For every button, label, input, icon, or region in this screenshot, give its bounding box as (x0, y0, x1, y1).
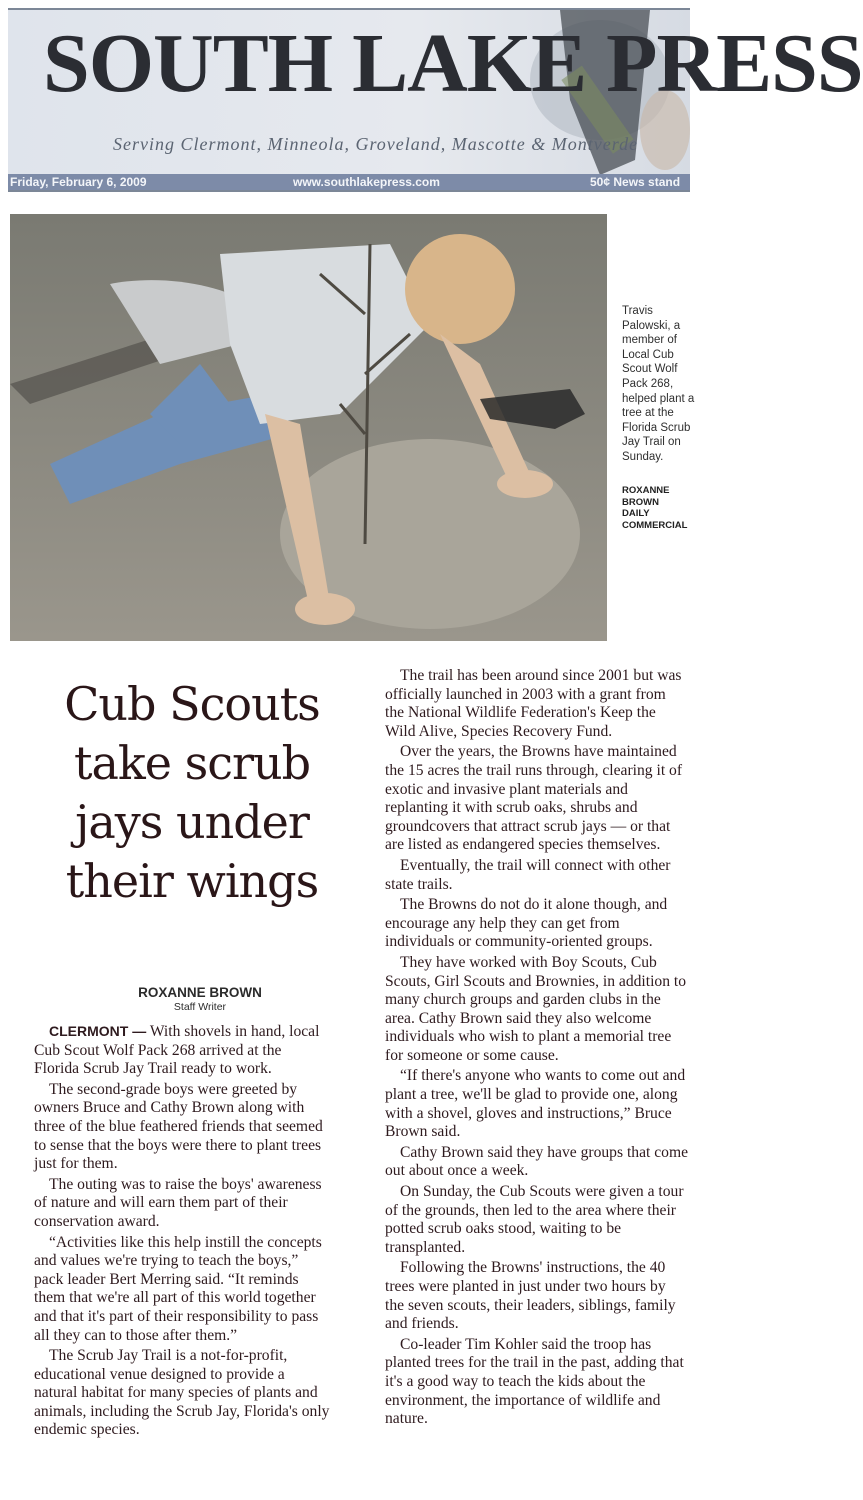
article-paragraph: Co-leader Tim Kohler said the troop has planted trees for the trail in the past, adding that it's a good way to teach the kids about the environment, the importance of wildlife and nature. (385, 1335, 684, 1428)
article-paragraph: They have worked with Boy Scouts, Cub Scouts, Girl Scouts and Brownies, in addition to many church groups and garden clubs in the area. Cathy Brown said they also welcome individuals who wish to plant a memorial tree for someone or some cause. (385, 953, 687, 1064)
article-paragraph: The trail has been around since 2001 but was officially launched in 2003 with a grant from the National Wildlife Federation's Keep the Wild Alive, Species Recovery Fund. (385, 667, 682, 740)
byline-role: Staff Writer (173, 1001, 227, 1013)
article-paragraph: On Sunday, the Cub Scouts were given a tour of the grounds, then led to the area where their potted scrub oaks stood, waiting to be transplanted. (385, 1183, 684, 1256)
article-column-2 (385, 667, 688, 1431)
article-headline: Cub Scouts take scrub jays under their wings (64, 677, 320, 908)
photo-credit-outlet: DAILY COMMERCIAL (622, 508, 688, 531)
article-paragraph: Cathy Brown said they have groups that come out about once a week. (385, 1143, 688, 1180)
byline-author: ROXANNE BROWN (138, 985, 262, 1000)
article-paragraph: Eventually, the trail will connect with other state trails. (385, 856, 671, 893)
photo-credit (622, 485, 700, 531)
article-paragraph: CLERMONT — With shovels in hand, local Cub Scout Wolf Pack 268 arrived at the Florida Scrub Jay Trail ready to work. (34, 1023, 320, 1078)
masthead-tagline: Serving Clermont, Minneola, Groveland, Mascotte & Montverde (113, 134, 639, 154)
byline (80, 985, 320, 1013)
newspaper-name: SOUTH LAKE PRESS (43, 17, 863, 110)
article-paragraph: The outing was to raise the boys' awareness of nature and will earn them part of their conservation award. (34, 1175, 322, 1230)
article-paragraph: The Scrub Jay Trail is a not-for-profit, educational venue designed to provide a natural habitat for many species of plants and animals, including the Scrub Jay, Florida's only endemic species. (34, 1347, 330, 1439)
article-paragraph: The second-grade boys were greeted by owners Bruce and Cathy Brown along with three of the blue feathered friends that seemed to sense that the boys were there to plant trees just for them. (34, 1080, 323, 1173)
issue-date: Friday, February 6, 2009 (10, 175, 147, 189)
article-paragraph: Over the years, the Browns have maintained the 15 acres the trail runs through, clearing it of exotic and invasive plant materials and replanting it with scrub oaks, shrubs and groundcovers that attract scrub jays — or that are listed as endangered species themselves. (385, 743, 683, 854)
article-photo (10, 214, 607, 641)
article-column-1 (34, 1022, 330, 1442)
price: 50¢ News stand (590, 175, 681, 189)
masthead-info-bar (8, 174, 690, 190)
article-paragraph: “If there's anyone who wants to come out and plant a tree, we'll be glad to provide one, along with a shovel, gloves and instructions,” Bruce Brown said. (385, 1067, 686, 1141)
masthead (8, 8, 863, 192)
photo-caption: Travis Palowski, a member of Local Cub Scout Wolf Pack 268, helped plant a tree at the Florida Scrub Jay Trail on Sunday. (622, 305, 695, 463)
article-paragraph: “Activities like this help instill the concepts and values we're trying to teach the boys,” pack leader Bert Merring said. “It reminds them that we're all part of this world together and that it's part of their responsibility to pass all they can to those after them.” (34, 1233, 322, 1344)
photo-scene (10, 214, 607, 641)
photo-credit-name: ROXANNE BROWN (622, 485, 670, 508)
article-paragraph: The Browns do not do it alone though, and encourage any help they can get from individuals or community-oriented groups. (385, 896, 668, 951)
article-paragraph: Following the Browns' instructions, the 40 trees were planted in just under two hours by the seven scouts, their leaders, siblings, family and friends. (385, 1259, 676, 1333)
website-url: www.southlakepress.com (293, 175, 440, 189)
dateline: CLERMONT — (49, 1023, 147, 1039)
